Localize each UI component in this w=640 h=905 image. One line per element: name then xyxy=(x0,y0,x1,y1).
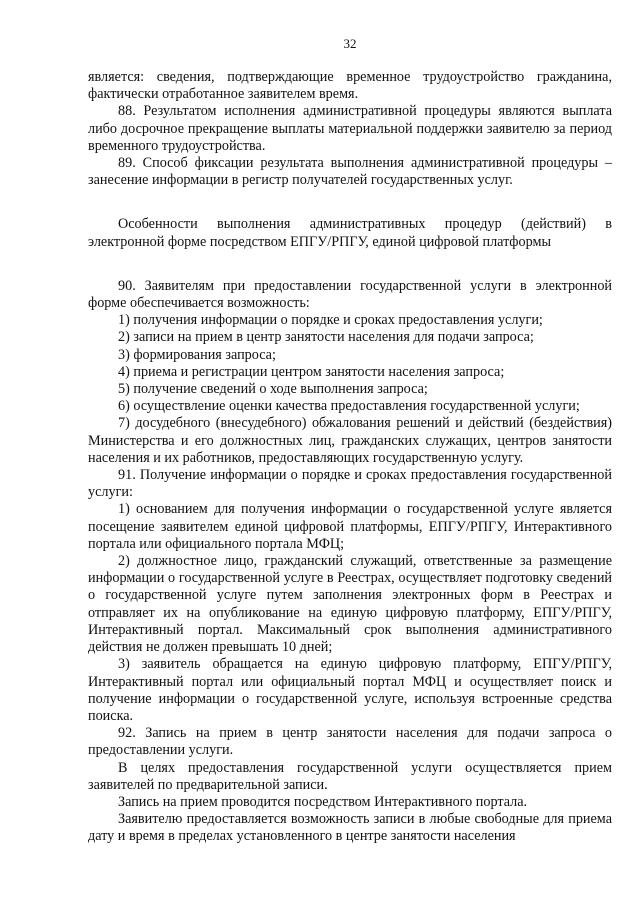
section-title: Особенности выполнения административных процедур (действий) в электронной форме посредством ЕПГУ/РПГУ, единой цифровой платформы xyxy=(88,216,612,250)
spacer xyxy=(88,265,612,278)
spacer xyxy=(88,189,612,202)
list-item: 5) получение сведений о ходе выполнения запроса; xyxy=(118,381,428,398)
list-item: 1) основанием для получения информации о государственной услуге является посещение заявителем единой цифровой платформы, ЕПГУ/РПГУ, Интерактивного портала или официального портала МФЦ; xyxy=(88,501,612,552)
paragraph-92-text: Запись на прием проводится посредством Интерактивного портала. xyxy=(118,793,528,810)
paragraph-92-text: Заявителю предоставляется возможность записи в любые свободные для приема дату и время в пределах установленного в центре занятости населения xyxy=(88,811,612,845)
list-item: 7) досудебного (внесудебного) обжалования решений и действий (бездействия) Министерства и его должностных лиц, гражданских служащих, центров занятости населения и их работников, предоставляющих государственную услугу. xyxy=(88,415,612,466)
list-item: 1) получения информации о порядке и сроках предоставления услуги; xyxy=(118,312,543,329)
paragraph-88: 88. Результатом исполнения административной процедуры являются выплата либо досрочное прекращение выплаты материальной поддержки заявителю за период временного трудоустройства. xyxy=(88,103,612,154)
list-item: 3) формирования запроса; xyxy=(118,346,276,363)
list-item: 3) заявитель обращается на единую цифровую платформу, ЕПГУ/РПГУ, Интерактивный портал или официальный портал МФЦ и осуществляет поиск и получение информации о государственной услуге, используя встроенные средства поиска. xyxy=(88,656,612,724)
list-item: 4) приема и регистрации центром занятости населения запроса; xyxy=(118,363,505,380)
list-item: 6) осуществление оценки качества предоставления государственной услуги; xyxy=(118,398,580,415)
list-item: 2) должностное лицо, гражданский служащий, ответственные за размещение информации о государственной услуге в Реестрах, осуществляет подготовку сведений о государственной услуге путем заполнения электронных форм в Реестрах и отправляет их на опубликование на единую цифровую платформу, ЕПГУ/РПГУ, Интерактивный портал. Максимальный срок выполнения административного действия не должен превышать 10 дней; xyxy=(88,553,612,656)
paragraph-90-intro: 90. Заявителям при предоставлении государственной услуги в электронной форме обеспечивается возможность: xyxy=(88,277,612,312)
paragraph-91-intro: 91. Получение информации о порядке и сроках предоставления государственной услуги: xyxy=(88,467,612,501)
paragraph-continuation: является: сведения, подтверждающие временное трудоустройство гражданина, фактически отработанное заявителем время. xyxy=(88,69,612,103)
paragraph-92: 92. Запись на прием в центр занятости населения для подачи запроса о предоставлении услуги. xyxy=(88,725,612,759)
page-number: 32 xyxy=(343,36,357,51)
paragraph-89: 89. Способ фиксации результата выполнения административной процедуры – занесение информации в регистр получателей государственных услуг. xyxy=(88,155,612,189)
list-item: 2) записи на прием в центр занятости населения для подачи запроса; xyxy=(118,329,534,346)
paragraph-92-text: В целях предоставления государственной услуги осуществляется прием заявителей по предварительной записи. xyxy=(88,759,612,793)
